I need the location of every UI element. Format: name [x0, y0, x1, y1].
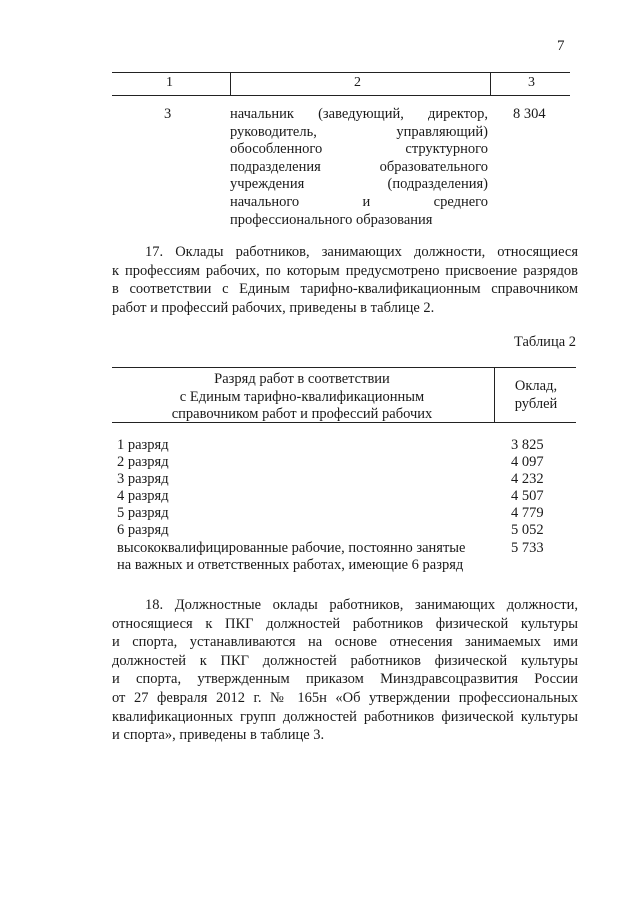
- text-line: подразделения образовательного: [230, 158, 488, 175]
- table1-header: [112, 72, 570, 96]
- text-line: начального и среднего: [230, 193, 488, 210]
- text-line: в соответствии с Единым тарифно-квалификационным справочником: [112, 281, 578, 298]
- table2-row-name: высококвалифицированные рабочие, постоянно занятые: [117, 540, 466, 556]
- table2-row-name: 3 разряд: [117, 471, 169, 487]
- text-line: относящиеся к ПКГ должностей работников физической культуры: [112, 615, 578, 632]
- table1-row-salary: 8 304: [513, 106, 546, 122]
- table2-header-grade: [112, 371, 492, 424]
- text-line: работ и профессий рабочих, приведены в таблице 2.: [112, 299, 435, 316]
- table2-column-divider: [494, 367, 495, 422]
- text-line: учреждения (подразделения): [230, 176, 488, 193]
- table2-row-name: 5 разряд: [117, 505, 169, 521]
- text-line: начальник (заведующий, директор,: [230, 106, 488, 122]
- text-line: профессионального образования: [230, 211, 433, 228]
- table2-row-value: 5 052: [511, 522, 544, 538]
- table2-top-rule: [112, 367, 576, 368]
- text-line: и спорта», приведены в таблице 3.: [112, 727, 325, 744]
- table2-row-value: 5 733: [511, 540, 544, 556]
- text-line: и спорта, устанавливаются на основе отнесения занимаемых ими: [112, 634, 578, 651]
- table1-row-position: [230, 106, 488, 229]
- header-line: Оклад,: [514, 378, 558, 394]
- table1-header-col3: 3: [528, 75, 535, 90]
- table2-row-name: 6 разряд: [117, 522, 169, 538]
- table2-row-value: 4 097: [511, 454, 544, 470]
- header-line: с Единым тарифно-квалификационным: [179, 388, 425, 405]
- text-line: руководитель, управляющий): [230, 123, 488, 140]
- text-line: обособленного структурного: [230, 141, 488, 158]
- text-line: квалификационных групп должностей работников физической культуры: [112, 708, 578, 725]
- page-number: 7: [557, 38, 565, 54]
- table2-row-value: 3 825: [511, 437, 544, 453]
- text-line: 18. Должностные оклады работников, занимающих должности,: [145, 597, 578, 613]
- table2-row-name: 4 разряд: [117, 488, 169, 504]
- header-line: рублей: [514, 396, 558, 412]
- header-line: справочником работ и профессий рабочих: [171, 406, 433, 422]
- text-line: 17. Оклады работников, занимающих должности, относящиеся: [145, 244, 578, 260]
- table2-label: Таблица 2: [514, 334, 577, 350]
- text-line: от 27 февраля 2012 г. № 165н «Об утверждении профессиональных: [112, 689, 578, 706]
- text-line: должностей к ПКГ должностей работников физической культуры: [112, 652, 578, 669]
- table2-row-value: 4 779: [511, 505, 544, 521]
- paragraph-18: [112, 596, 578, 745]
- table1-row-number: 3: [164, 106, 172, 122]
- table2-row-value: 4 507: [511, 488, 544, 504]
- text-line: к профессиям рабочих, по которым предусмотрено присвоение разрядов: [112, 262, 578, 279]
- text-line: и спорта, утвержденным приказом Минздравсоцразвития России: [112, 671, 578, 688]
- table1-header-col1: 1: [166, 75, 173, 90]
- table2-row-name-continued: на важных и ответственных работах, имеющие 6 разряд: [117, 557, 464, 573]
- header-line: Разряд работ в соответствии: [214, 371, 390, 387]
- table2-row-name: 2 разряд: [117, 454, 169, 470]
- table2-row-name: 1 разряд: [117, 437, 169, 453]
- paragraph-17: [112, 243, 578, 317]
- table1-header-col2: 2: [354, 75, 361, 90]
- table2-header-salary: [496, 377, 576, 413]
- table2-row-value: 4 232: [511, 471, 544, 487]
